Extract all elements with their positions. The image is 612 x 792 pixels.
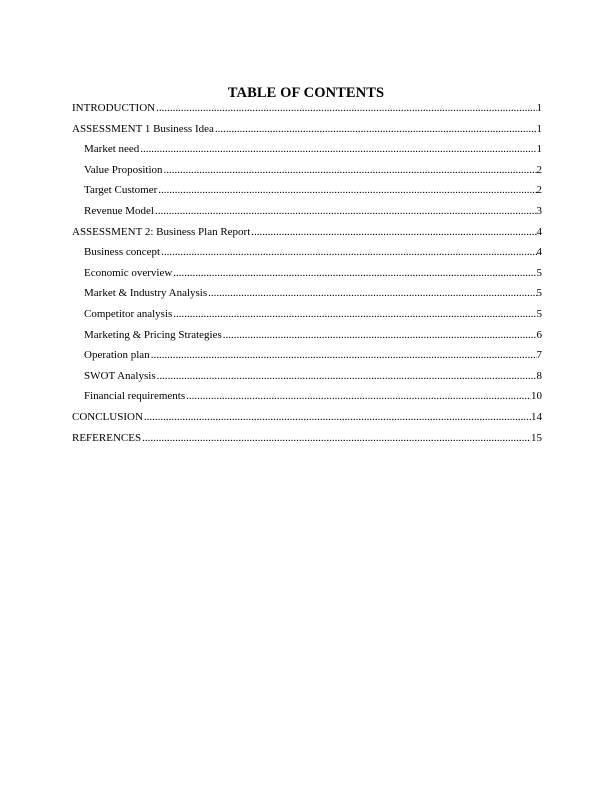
toc-entry-label: ASSESSMENT 1 Business Idea xyxy=(72,122,214,135)
toc-entry-assessment-1[interactable] xyxy=(72,121,542,142)
toc-entry-label: Revenue Model xyxy=(84,204,154,217)
toc-dot-leader xyxy=(173,266,536,280)
toc-entry-label: Operation plan xyxy=(84,349,150,362)
toc-entry-swot-analysis[interactable] xyxy=(72,368,542,389)
toc-dot-leader xyxy=(164,163,537,177)
toc-entry-label: INTRODUCTION xyxy=(72,102,156,114)
toc-page-number: 3 xyxy=(536,204,542,217)
toc-entry-assessment-2[interactable] xyxy=(72,224,542,245)
toc-dot-leader xyxy=(155,204,537,218)
toc-page-number: 5 xyxy=(536,287,542,300)
toc-dot-leader xyxy=(157,369,537,383)
toc-entry-label: Economic overview xyxy=(84,266,173,279)
toc-dot-leader xyxy=(251,225,536,239)
toc-entry-market-industry-analysis[interactable] xyxy=(72,285,542,306)
toc-entry-label: Value Proposition xyxy=(84,163,163,176)
toc-entry-value-proposition[interactable] xyxy=(72,162,542,183)
toc-entry-conclusion[interactable] xyxy=(72,409,542,430)
toc-dot-leader xyxy=(151,348,537,362)
toc-page-number: 5 xyxy=(536,266,542,279)
toc-page-number: 8 xyxy=(536,369,542,382)
toc-page-number: 2 xyxy=(536,163,542,176)
toc-entry-label: CONCLUSION xyxy=(72,410,143,423)
toc-entry-introduction[interactable] xyxy=(72,100,542,121)
toc-page-number: 1 xyxy=(536,143,542,156)
toc-entry-business-concept[interactable] xyxy=(72,244,542,265)
toc-dot-leader xyxy=(142,431,531,445)
toc-entry-target-customer[interactable] xyxy=(72,182,542,203)
toc-dot-leader xyxy=(186,389,531,403)
toc-dot-leader xyxy=(215,122,537,136)
toc-entry-label: Financial requirements xyxy=(84,390,186,403)
toc-page-number: 1 xyxy=(536,122,542,135)
toc-page-number: 2 xyxy=(536,184,542,197)
toc-entry-label: ASSESSMENT 2: Business Plan Report xyxy=(72,225,251,238)
toc-dot-leader xyxy=(144,410,531,424)
toc-title: TABLE OF CONTENTS xyxy=(227,85,385,101)
toc-entry-revenue-model[interactable] xyxy=(72,203,542,224)
toc-entry-economic-overview[interactable] xyxy=(72,265,542,286)
toc-dot-leader xyxy=(223,328,537,342)
toc-page-number: 15 xyxy=(531,431,542,444)
toc-entry-references[interactable] xyxy=(72,430,542,451)
toc-entry-label: Business concept xyxy=(84,246,161,259)
toc-page-number: 5 xyxy=(536,307,542,320)
toc-dot-leader xyxy=(208,286,536,300)
toc-page-number: 4 xyxy=(536,246,542,259)
toc-entry-operation-plan[interactable] xyxy=(72,347,542,368)
toc-page-number: 7 xyxy=(536,349,542,362)
toc-entry-label: Competitor analysis xyxy=(84,307,173,320)
toc-entry-market-need[interactable] xyxy=(72,141,542,162)
toc-entry-label: Marketing & Pricing Strategies xyxy=(84,328,222,341)
toc-page-number: 10 xyxy=(531,390,542,403)
toc-entry-financial-requirements[interactable] xyxy=(72,388,542,409)
toc-entry-label: Market & Industry Analysis xyxy=(84,287,208,300)
toc-list xyxy=(72,100,542,450)
toc-page-number: 4 xyxy=(536,225,542,238)
toc-page-number: 14 xyxy=(531,410,542,423)
toc-dot-leader xyxy=(140,142,536,156)
toc-dot-leader xyxy=(156,101,536,115)
toc-entry-marketing-pricing[interactable] xyxy=(72,327,542,348)
toc-dot-leader xyxy=(161,245,536,259)
toc-entry-label: Market need xyxy=(84,143,140,156)
toc-entry-label: REFERENCES xyxy=(72,431,142,444)
toc-page-number: 1 xyxy=(536,102,542,114)
toc-entry-label: Target Customer xyxy=(84,184,158,197)
toc-dot-leader xyxy=(158,183,536,197)
toc-entry-competitor-analysis[interactable] xyxy=(72,306,542,327)
toc-dot-leader xyxy=(173,307,536,321)
toc-entry-label: SWOT Analysis xyxy=(84,369,156,382)
toc-page-number: 6 xyxy=(536,328,542,341)
